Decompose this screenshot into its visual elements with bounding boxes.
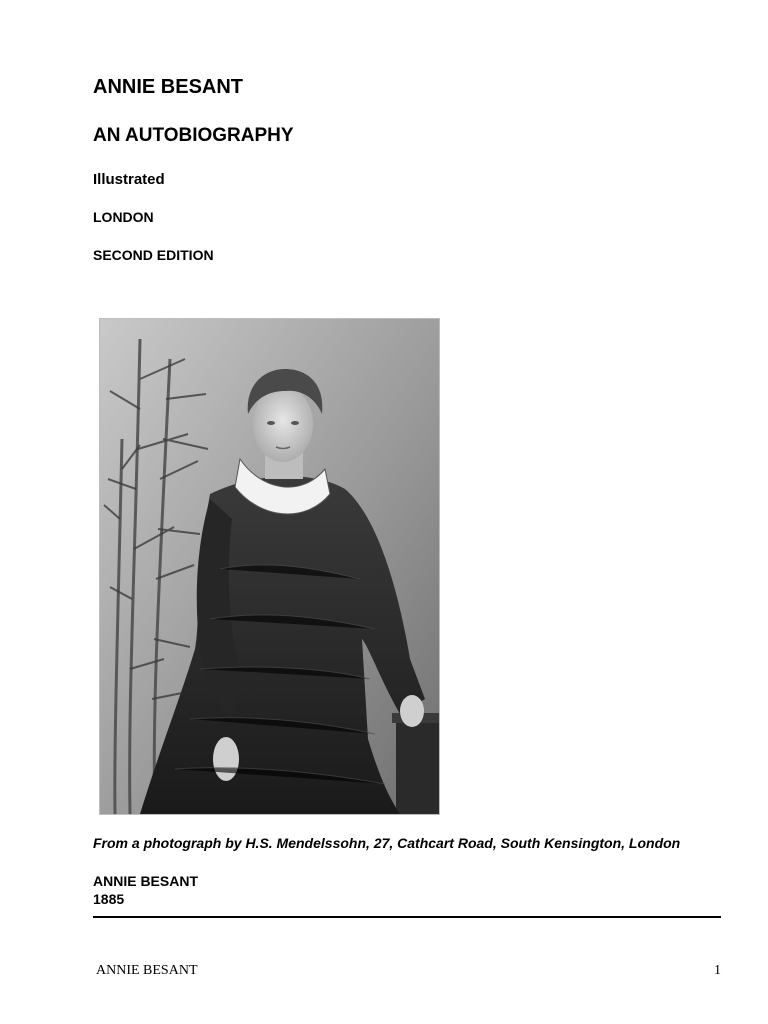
page-number: 1 [714, 963, 721, 978]
running-footer-title: ANNIE BESANT [96, 963, 198, 978]
author-heading: ANNIE BESANT [93, 76, 244, 98]
portrait-name: ANNIE BESANT [93, 873, 199, 889]
edition-label: SECOND EDITION [93, 247, 214, 263]
portrait-photograph [99, 318, 440, 815]
book-title: AN AUTOBIOGRAPHY [93, 125, 294, 146]
photo-caption: From a photograph by H.S. Mendelssohn, 27, Cathcart Road, South Kensington, London [93, 835, 681, 851]
publication-city: LONDON [93, 209, 154, 225]
footer-divider [93, 916, 721, 918]
illustrated-label: Illustrated [93, 171, 165, 188]
portrait-year: 1885 [93, 891, 125, 907]
